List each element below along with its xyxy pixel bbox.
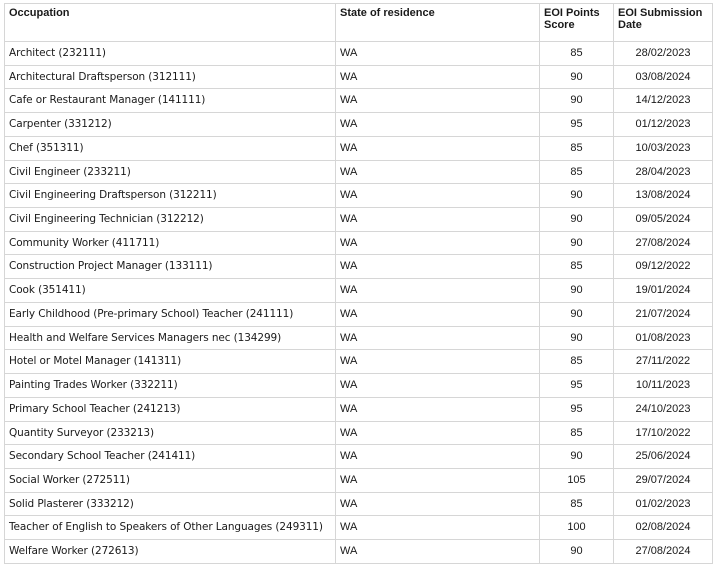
state-cell: WA: [336, 540, 540, 564]
points-cell: 90: [540, 65, 614, 89]
date-cell: 17/10/2022: [614, 421, 713, 445]
points-cell: 90: [540, 184, 614, 208]
date-cell: 28/04/2023: [614, 160, 713, 184]
table-row: [5, 374, 713, 398]
occupation-cell: Quantity Surveyor (233213): [5, 421, 336, 445]
occupation-cell: Health and Welfare Services Managers nec (134299): [5, 326, 336, 350]
occupation-cell: Civil Engineer (233211): [5, 160, 336, 184]
table-row: [5, 350, 713, 374]
occupation-cell: Welfare Worker (272613): [5, 540, 336, 564]
date-cell: 28/02/2023: [614, 42, 713, 66]
state-cell: WA: [336, 468, 540, 492]
table-row: [5, 421, 713, 445]
state-cell: WA: [336, 65, 540, 89]
table-row: [5, 113, 713, 137]
header-occupation: Occupation: [5, 4, 336, 42]
date-cell: 10/11/2023: [614, 374, 713, 398]
table-row: [5, 492, 713, 516]
state-cell: WA: [336, 208, 540, 232]
points-cell: 90: [540, 540, 614, 564]
state-cell: WA: [336, 89, 540, 113]
table-row: [5, 184, 713, 208]
points-cell: 85: [540, 255, 614, 279]
points-cell: 90: [540, 302, 614, 326]
table-row: [5, 326, 713, 350]
state-cell: WA: [336, 326, 540, 350]
date-cell: 03/08/2024: [614, 65, 713, 89]
points-cell: 85: [540, 492, 614, 516]
table-row: [5, 302, 713, 326]
table-row: [5, 65, 713, 89]
points-cell: 95: [540, 374, 614, 398]
state-cell: WA: [336, 516, 540, 540]
occupation-cell: Hotel or Motel Manager (141311): [5, 350, 336, 374]
header-date: EOI Submission Date: [614, 4, 713, 42]
state-cell: WA: [336, 350, 540, 374]
occupation-cell: Secondary School Teacher (241411): [5, 445, 336, 469]
occupation-cell: Architectural Draftsperson (312111): [5, 65, 336, 89]
occupation-cell: Painting Trades Worker (332211): [5, 374, 336, 398]
date-cell: 24/10/2023: [614, 397, 713, 421]
occupation-cell: Teacher of English to Speakers of Other Languages (249311): [5, 516, 336, 540]
occupation-cell: Cafe or Restaurant Manager (141111): [5, 89, 336, 113]
date-cell: 02/08/2024: [614, 516, 713, 540]
occupation-cell: Primary School Teacher (241213): [5, 397, 336, 421]
table-row: [5, 208, 713, 232]
occupation-cell: Chef (351311): [5, 136, 336, 160]
points-cell: 90: [540, 89, 614, 113]
table-row: [5, 540, 713, 564]
state-cell: WA: [336, 445, 540, 469]
state-cell: WA: [336, 279, 540, 303]
occupation-cell: Early Childhood (Pre-primary School) Teacher (241111): [5, 302, 336, 326]
points-cell: 90: [540, 279, 614, 303]
state-cell: WA: [336, 374, 540, 398]
date-cell: 01/12/2023: [614, 113, 713, 137]
occupation-cell: Social Worker (272511): [5, 468, 336, 492]
table-row: [5, 255, 713, 279]
state-cell: WA: [336, 397, 540, 421]
date-cell: 10/03/2023: [614, 136, 713, 160]
table-row: [5, 42, 713, 66]
date-cell: 09/05/2024: [614, 208, 713, 232]
points-cell: 90: [540, 326, 614, 350]
eoi-table: [4, 3, 713, 564]
header-points: EOI Points Score: [540, 4, 614, 42]
table-row: [5, 516, 713, 540]
table-header: [5, 4, 713, 42]
points-cell: 90: [540, 231, 614, 255]
date-cell: 09/12/2022: [614, 255, 713, 279]
eoi-table-container: [4, 3, 712, 564]
points-cell: 85: [540, 421, 614, 445]
date-cell: 25/06/2024: [614, 445, 713, 469]
occupation-cell: Cook (351411): [5, 279, 336, 303]
occupation-cell: Construction Project Manager (133111): [5, 255, 336, 279]
points-cell: 85: [540, 160, 614, 184]
table-row: [5, 160, 713, 184]
table-row: [5, 89, 713, 113]
table-row: [5, 468, 713, 492]
date-cell: 29/07/2024: [614, 468, 713, 492]
table-row: [5, 279, 713, 303]
occupation-cell: Civil Engineering Technician (312212): [5, 208, 336, 232]
state-cell: WA: [336, 421, 540, 445]
date-cell: 01/08/2023: [614, 326, 713, 350]
occupation-cell: Carpenter (331212): [5, 113, 336, 137]
table-row: [5, 136, 713, 160]
table-row: [5, 397, 713, 421]
occupation-cell: Solid Plasterer (333212): [5, 492, 336, 516]
points-cell: 85: [540, 42, 614, 66]
occupation-cell: Community Worker (411711): [5, 231, 336, 255]
points-cell: 90: [540, 208, 614, 232]
date-cell: 19/01/2024: [614, 279, 713, 303]
table-row: [5, 445, 713, 469]
state-cell: WA: [336, 113, 540, 137]
points-cell: 95: [540, 397, 614, 421]
date-cell: 14/12/2023: [614, 89, 713, 113]
table-row: [5, 231, 713, 255]
date-cell: 21/07/2024: [614, 302, 713, 326]
date-cell: 27/08/2024: [614, 231, 713, 255]
points-cell: 90: [540, 445, 614, 469]
date-cell: 13/08/2024: [614, 184, 713, 208]
header-state: State of residence: [336, 4, 540, 42]
state-cell: WA: [336, 302, 540, 326]
points-cell: 85: [540, 136, 614, 160]
state-cell: WA: [336, 184, 540, 208]
date-cell: 27/11/2022: [614, 350, 713, 374]
date-cell: 01/02/2023: [614, 492, 713, 516]
state-cell: WA: [336, 160, 540, 184]
state-cell: WA: [336, 231, 540, 255]
table-body: [5, 42, 713, 564]
state-cell: WA: [336, 136, 540, 160]
points-cell: 105: [540, 468, 614, 492]
occupation-cell: Architect (232111): [5, 42, 336, 66]
state-cell: WA: [336, 42, 540, 66]
header-row: [5, 4, 713, 42]
state-cell: WA: [336, 492, 540, 516]
state-cell: WA: [336, 255, 540, 279]
points-cell: 95: [540, 113, 614, 137]
date-cell: 27/08/2024: [614, 540, 713, 564]
points-cell: 85: [540, 350, 614, 374]
points-cell: 100: [540, 516, 614, 540]
occupation-cell: Civil Engineering Draftsperson (312211): [5, 184, 336, 208]
